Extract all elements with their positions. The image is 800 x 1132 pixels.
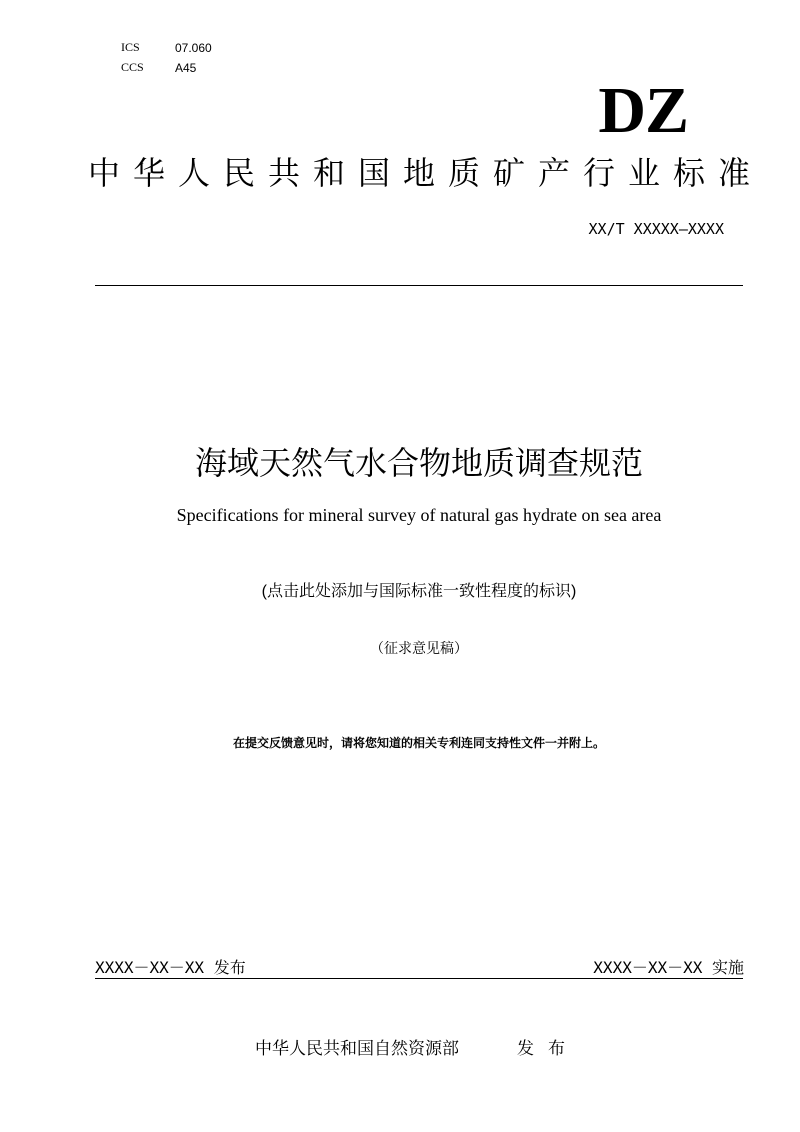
standard-number: XX/T XXXXX—XXXX: [588, 220, 724, 238]
publish-date: XXXX－XX－XX 发布: [95, 958, 246, 977]
conformity-placeholder[interactable]: (点击此处添加与国际标准一致性程度的标识): [261, 583, 577, 600]
ics-value: 07.060: [175, 41, 212, 55]
patent-notice: 在提交反馈意见时，请将您知道的相关专利连同支持性文件一并附上。: [232, 736, 605, 750]
dz-logo: DZ: [598, 74, 688, 147]
draft-status: （征求意见稿）: [370, 642, 468, 657]
ccs-label: CCS: [121, 60, 144, 74]
document-title-english: Specifications for mineral survey of natural gas hydrate on sea area: [176, 505, 662, 525]
ccs-value: A45: [175, 61, 197, 75]
footer-divider: [95, 978, 743, 979]
issuing-authority: 中华人民共和国自然资源部: [255, 1039, 459, 1058]
document-title: 海域天然气水合物地质调查规范: [194, 445, 643, 481]
implement-date: XXXX－XX－XX 实施: [593, 958, 744, 977]
header-divider: [95, 285, 743, 286]
issue-label: 发布: [517, 1039, 579, 1058]
standard-category: 中华人民共和国地质矿产行业标准: [88, 155, 764, 191]
ics-label: ICS: [121, 40, 140, 54]
